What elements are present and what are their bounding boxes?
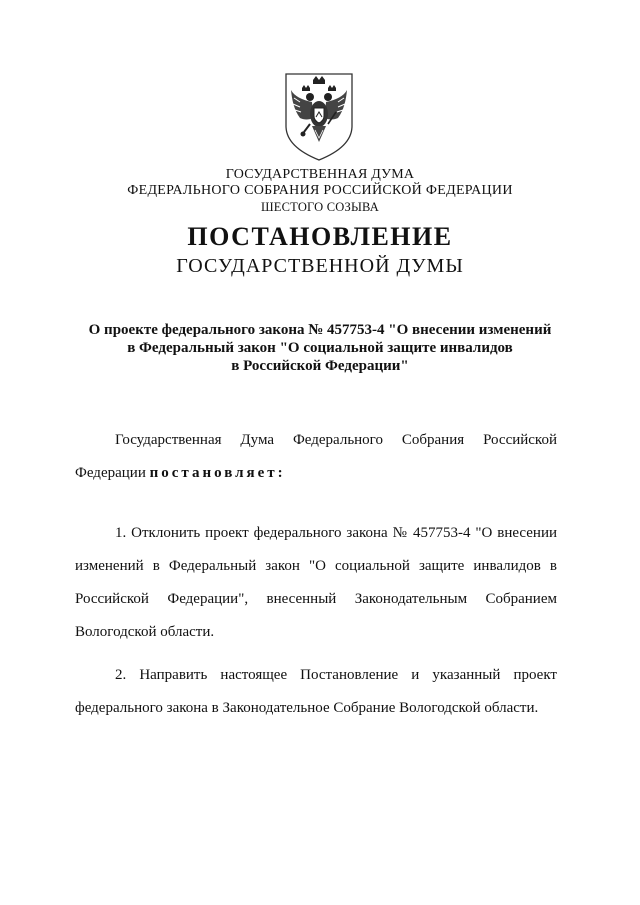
document-title: ПОСТАНОВЛЕНИЕ <box>187 222 453 251</box>
item-2-paragraph <box>75 659 557 725</box>
paragraph-line: 1. Отклонить проект федерального закона № 457753-4 "О внесении <box>115 525 557 541</box>
intro-paragraph <box>75 424 557 490</box>
document-subject <box>60 321 580 375</box>
paragraph-line: Государственная Дума Федерального Собрания Российской <box>115 432 557 448</box>
paragraph-line: Вологодской области. <box>75 624 215 640</box>
header-line-convocation: ШЕСТОГО СОЗЫВА <box>260 200 380 214</box>
decree-word: постановляет: <box>149 465 286 481</box>
paragraph-line <box>75 457 557 490</box>
subject-line: О проекте федерального закона № 457753-4 "О внесении изменений <box>88 322 552 338</box>
subject-line: в Российской Федерации" <box>231 358 409 374</box>
subject-line: в Федеральный закон "О социальной защите инвалидов <box>127 340 513 356</box>
paragraph-line: Российской Федерации", внесенный Законодательным Собранием <box>75 591 557 607</box>
paragraph-line: федерального закона в Законодательное Собрание Вологодской области. <box>75 700 539 716</box>
item-1-paragraph <box>75 517 557 649</box>
header-line-federal-assembly: ФЕДЕРАЛЬНОГО СОБРАНИЯ РОССИЙСКОЙ ФЕДЕРАЦИИ <box>127 183 513 198</box>
paragraph-line: 2. Направить настоящее Постановление и указанный проект <box>115 667 557 683</box>
header-line-state-duma: ГОСУДАРСТВЕННАЯ ДУМА <box>225 167 415 182</box>
intro-prefix: Федерации <box>75 465 150 481</box>
document-subtitle: ГОСУДАРСТВЕННОЙ ДУМЫ <box>176 255 464 277</box>
russian-coat-of-arms-icon <box>282 70 356 162</box>
paragraph-line: изменений в Федеральный закон "О социальной защите инвалидов в <box>75 558 557 574</box>
